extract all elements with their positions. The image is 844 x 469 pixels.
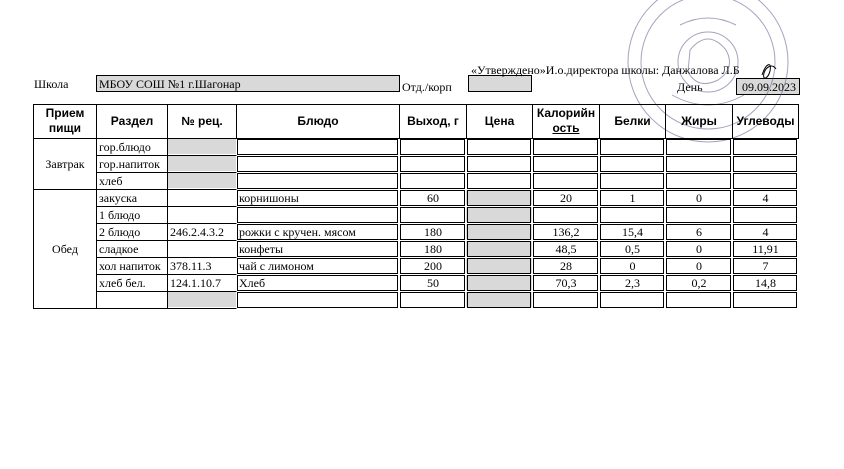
- cell-dish: чай с лимоном: [239, 259, 314, 273]
- cell-kcal: 136,2: [552, 225, 580, 239]
- cell-box: [734, 140, 797, 155]
- cell-section: 1 блюдо: [99, 208, 141, 222]
- cell-box: [601, 140, 664, 155]
- cell-section: закуска: [99, 191, 138, 205]
- cell-box: [534, 140, 598, 155]
- cell-section: 2 блюдо: [99, 225, 141, 239]
- cell-box: [401, 174, 465, 189]
- cell-box: [238, 208, 398, 223]
- cell-carb: 14,8: [755, 276, 776, 290]
- cell-box: [601, 293, 664, 308]
- cell-dish: рожки с кручен. мясом: [239, 225, 356, 239]
- cell-box: [534, 174, 598, 189]
- cell-section: гор.напиток: [99, 157, 160, 171]
- meal-breakfast: Завтрак: [45, 157, 85, 171]
- cell-box: [667, 174, 731, 189]
- cell-carb: 4: [762, 191, 769, 205]
- col-header-yield: Выход, г: [407, 114, 459, 128]
- cell-rec: 246.2.4.3.2: [170, 225, 224, 239]
- cell-yield: 60: [427, 191, 439, 205]
- cell-carb: 7: [762, 259, 769, 273]
- school-label: Школа: [34, 77, 69, 91]
- cell-box: [734, 293, 797, 308]
- cell-box: [667, 157, 731, 172]
- cell-protein: 0,5: [625, 242, 640, 256]
- cell-dish: конфеты: [239, 242, 284, 256]
- cell-protein: 15,4: [622, 225, 643, 239]
- cell-yield: 180: [424, 225, 442, 239]
- cell-box: [667, 140, 731, 155]
- cell-box: [601, 157, 664, 172]
- cell-carb: 11,91: [752, 242, 779, 256]
- cell-kcal: 70,3: [555, 276, 577, 290]
- meal-lunch: Обед: [52, 242, 78, 256]
- cell-rec: 124.1.10.7: [170, 276, 221, 290]
- cell-yield: 50: [427, 276, 439, 290]
- col-header-meal: Прием пищи: [45, 106, 85, 135]
- cell-box: [667, 293, 731, 308]
- cell-box: [238, 157, 398, 172]
- cell-box: [734, 157, 797, 172]
- cell-kcal: 20: [560, 191, 572, 205]
- cell-protein: 2,3: [625, 276, 640, 290]
- col-header-fat: Жиры: [681, 114, 717, 128]
- cell-section: сладкое: [99, 242, 139, 256]
- cell-box: [734, 174, 797, 189]
- col-header-dish: Блюдо: [297, 114, 339, 128]
- cell-protein: 1: [629, 191, 636, 205]
- cell-rec: 378.11.3: [170, 259, 212, 273]
- cell-section: хлеб бел.: [99, 276, 146, 290]
- school-value: МБОУ СОШ №1 г.Шагонар: [99, 77, 241, 91]
- cell-box: [468, 174, 531, 189]
- cell-box: [534, 293, 598, 308]
- cell-box: [401, 293, 465, 308]
- col-header-recipe-no: № рец.: [181, 114, 223, 128]
- cell-box: [468, 157, 531, 172]
- cell-fat: 0: [696, 191, 702, 205]
- cell-section: хлеб: [99, 174, 123, 188]
- cell-section: гор.блюдо: [99, 140, 151, 154]
- dept-label: Отд./корп: [402, 80, 452, 94]
- cell-fat: 0: [696, 259, 702, 273]
- col-header-section: Раздел: [110, 114, 154, 128]
- cell-box: [534, 157, 598, 172]
- cell-box: [401, 208, 465, 223]
- cell-box: [238, 174, 398, 189]
- cell-section: хол напиток: [99, 259, 161, 273]
- col-header-calories: Калорийн ость: [536, 106, 596, 135]
- col-header-protein: Белки: [614, 114, 651, 128]
- cell-kcal: 48,5: [555, 242, 577, 256]
- col-header-price: Цена: [484, 114, 515, 128]
- cell-dish: Хлеб: [239, 276, 266, 290]
- cell-carb: 4: [762, 225, 769, 239]
- approved-text: «Утверждено»И.о.директора школы: Данжалова Л.Б: [471, 63, 740, 77]
- cell-yield: 180: [424, 242, 442, 256]
- cell-box: [401, 140, 465, 155]
- cell-box: [734, 208, 797, 223]
- cell-box: [534, 208, 598, 223]
- day-label: День: [677, 80, 703, 94]
- cell-box: [468, 140, 531, 155]
- cell-fat: 0,2: [691, 276, 707, 290]
- cell-kcal: 28: [560, 259, 572, 273]
- cell-box: [401, 157, 465, 172]
- cell-fat: 6: [696, 225, 702, 239]
- cell-protein: 0: [629, 259, 636, 273]
- cell-dish: корнишоны: [239, 191, 299, 205]
- col-header-carbs: Углеводы: [736, 114, 795, 128]
- cell-box: [667, 208, 731, 223]
- cell-box: [601, 174, 664, 189]
- cell-yield: 200: [424, 259, 442, 273]
- cell-box: [238, 293, 398, 308]
- cell-box: [238, 140, 398, 155]
- cell-fat: 0: [696, 242, 702, 256]
- day-value: 09.09.2023: [742, 80, 796, 94]
- cell-box: [601, 208, 664, 223]
